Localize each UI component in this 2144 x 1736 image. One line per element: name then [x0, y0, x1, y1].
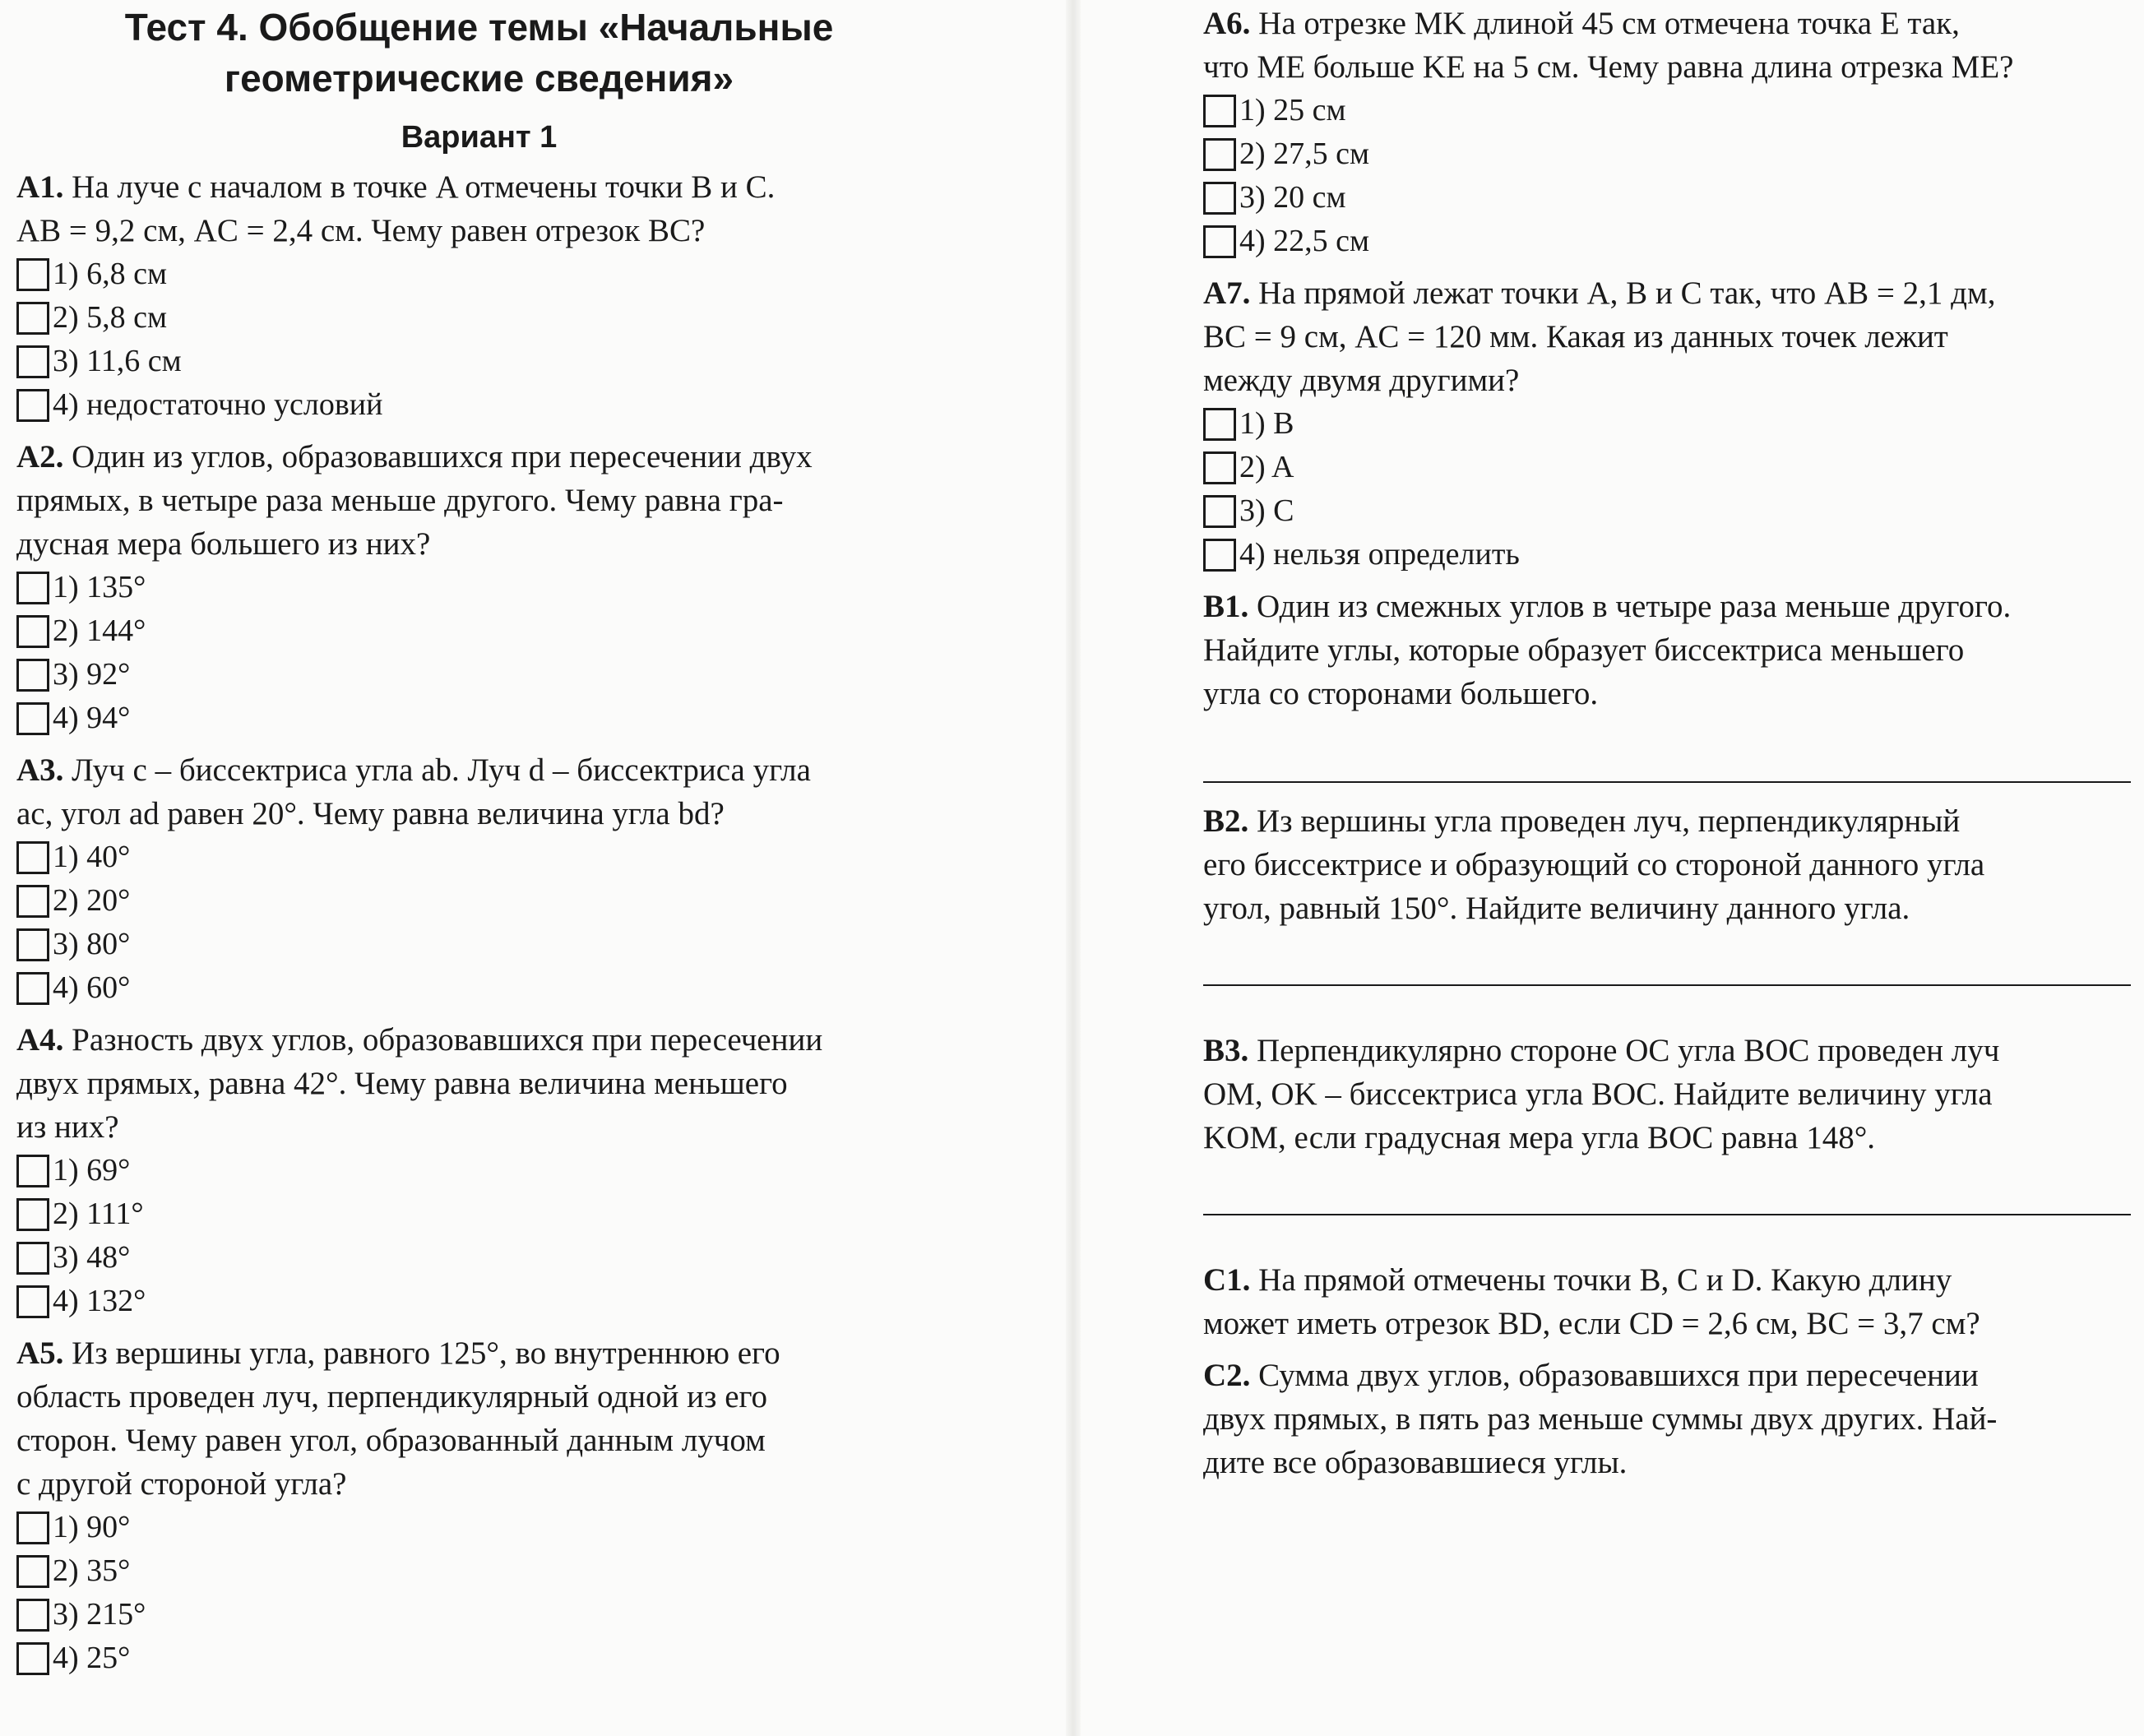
checkbox[interactable]: [16, 1642, 49, 1675]
title-line-2: геометрические сведения»: [224, 57, 734, 100]
question-number: В3.: [1203, 1033, 1249, 1068]
answer-option[interactable]: 2) 111°: [16, 1192, 942, 1236]
answer-option[interactable]: 4) 132°: [16, 1280, 942, 1323]
answer-option[interactable]: 3) 80°: [16, 923, 942, 966]
answer-line[interactable]: [1203, 984, 2131, 986]
answer-option[interactable]: 1) 90°: [16, 1506, 942, 1549]
variant-label: Вариант 1: [401, 120, 558, 155]
checkbox[interactable]: [16, 1599, 49, 1632]
question-number: С2.: [1203, 1358, 1251, 1393]
checkbox[interactable]: [16, 258, 49, 291]
question-b2: В2. Из вершины угла проведен луч, перпендикулярный его биссектрисе и образующий со стороной данного угла угол, равный 150°. Найдите величину данного угла.: [1203, 803, 1985, 926]
checkbox[interactable]: [1203, 138, 1236, 171]
checkbox[interactable]: [16, 928, 49, 961]
answer-option[interactable]: 1) 25 см: [1203, 89, 2131, 132]
question-a3: А3. Луч c – биссектриса угла ab. Луч d – биссектриса угла ac, угол ad равен 20°. Чему равна величина угла bd? 1) 40° 2) 20° 3) 80° 4) 60°: [16, 748, 942, 1010]
answer-option[interactable]: 2) 144°: [16, 609, 942, 653]
answer-option[interactable]: 1) 40°: [16, 836, 942, 879]
question-number: С1.: [1203, 1262, 1251, 1298]
answer-option[interactable]: 3) 20 см: [1203, 176, 2131, 220]
right-column: [1203, 2, 2131, 1484]
question-number: А2.: [16, 439, 64, 475]
checkbox[interactable]: [16, 659, 49, 692]
answer-option[interactable]: 4) 22,5 см: [1203, 220, 2131, 263]
question-text: AB = 9,2 см, AC = 2,4 см. Чему равен отрезок BC?: [16, 213, 706, 248]
checkbox[interactable]: [1203, 451, 1236, 484]
question-b3: В3. Перпендикулярно стороне OC угла BOC проведен луч OM, OK – биссектриса угла BOC. Найдите величину угла KOM, если градусная мера угла BOC равна 148°.: [1203, 1033, 2000, 1155]
checkbox[interactable]: [16, 972, 49, 1005]
answer-option[interactable]: 3) 215°: [16, 1593, 942, 1636]
question-a1: [16, 165, 942, 427]
checkbox[interactable]: [16, 702, 49, 735]
checkbox[interactable]: [16, 615, 49, 648]
answer-line[interactable]: [1203, 1214, 2131, 1215]
question-a7: А7. На прямой лежат точки A, B и C так, что AB = 2,1 дм, BC = 9 см, AC = 120 мм. Какая из данных точек лежит между двумя другими? 1) B 2) A 3) C 4) нельзя определить: [1203, 271, 2131, 576]
answer-option[interactable]: 1) 135°: [16, 566, 942, 609]
checkbox[interactable]: [1203, 408, 1236, 441]
title-line-1: Тест 4. Обобщение темы «Начальные: [124, 6, 834, 49]
answer-option[interactable]: 2) 35°: [16, 1549, 942, 1593]
question-c2: С2. Сумма двух углов, образовавшихся при пересечении двух прямых, в пять раз меньше суммы двух других. Най- дите все образовавшиеся углы.: [1203, 1358, 1998, 1480]
answer-option[interactable]: 2) A: [1203, 446, 2131, 489]
question-c1: С1. На прямой отмечены точки B, C и D. Какую длину может иметь отрезок BD, если CD = 2,6 см, BC = 3,7 см?: [1203, 1262, 1980, 1341]
question-a5: А5. Из вершины угла, равного 125°, во внутреннюю его область проведен луч, перпендикулярный одной из его сторон. Чему равен угол, образованный данным лучом с другой стороной угла? 1) 90° 2) 35° 3) 215° 4) 25°: [16, 1331, 942, 1680]
left-column: [16, 0, 942, 1688]
question-number: А6.: [1203, 6, 1251, 41]
question-number: А7.: [1203, 275, 1251, 311]
question-number: В2.: [1203, 803, 1249, 839]
question-a6: А6. На отрезке MK длиной 45 см отмечена точка E так, что ME больше KE на 5 см. Чему равна длина отрезка ME? 1) 25 см 2) 27,5 см 3) 20 см 4) 22,5 см: [1203, 2, 2131, 263]
checkbox[interactable]: [16, 885, 49, 918]
question-b1: В1. Один из смежных углов в четыре раза меньше другого. Найдите углы, которые образует биссектриса меньшего угла со сторонами большего.: [1203, 589, 2012, 711]
question-text: А1. На луче с началом в точке A отмечены точки B и C.: [16, 169, 776, 205]
checkbox[interactable]: [1203, 225, 1236, 258]
answer-option[interactable]: 3) 11,6 см: [16, 340, 942, 383]
checkbox[interactable]: [16, 302, 49, 335]
answer-option[interactable]: 3) C: [1203, 489, 2131, 533]
checkbox[interactable]: [16, 1285, 49, 1318]
answer-option[interactable]: 1) 69°: [16, 1149, 942, 1192]
answer-option[interactable]: 4) нельзя определить: [1203, 533, 2131, 576]
answer-option[interactable]: 2) 5,8 см: [16, 296, 942, 340]
answer-option[interactable]: 2) 20°: [16, 879, 942, 923]
question-a2: А2. Один из углов, образовавшихся при пересечении двух прямых, в четыре раза меньше другого. Чему равна гра- дусная мера большего из них? 1) 135° 2) 144° 3) 92° 4) 94°: [16, 435, 942, 740]
answer-option[interactable]: 4) 60°: [16, 966, 942, 1010]
checkbox[interactable]: [1203, 539, 1236, 572]
answer-option[interactable]: 1) B: [1203, 402, 2131, 446]
question-number: В1.: [1203, 589, 1249, 624]
question-number: А5.: [16, 1336, 64, 1371]
answer-option[interactable]: 4) 94°: [16, 697, 942, 740]
question-a4: А4. Разность двух углов, образовавшихся при пересечении двух прямых, равна 42°. Чему равна величина меньшего из них? 1) 69° 2) 111° 3) 48° 4) 132°: [16, 1018, 942, 1323]
checkbox[interactable]: [1203, 95, 1236, 127]
test-title: [16, 2, 942, 104]
question-number: А1.: [16, 169, 64, 205]
page-seam: [1066, 0, 1081, 1736]
answer-option[interactable]: 3) 48°: [16, 1236, 942, 1280]
answer-option[interactable]: 2) 27,5 см: [1203, 132, 2131, 176]
question-number: А4.: [16, 1022, 64, 1058]
question-number: А3.: [16, 752, 64, 788]
answer-option[interactable]: 1) 6,8 см: [16, 252, 942, 296]
answer-option[interactable]: 4) 25°: [16, 1636, 942, 1680]
answer-line[interactable]: [1203, 781, 2131, 783]
answer-option[interactable]: 3) 92°: [16, 653, 942, 697]
checkbox[interactable]: [16, 1511, 49, 1544]
checkbox[interactable]: [1203, 495, 1236, 528]
checkbox[interactable]: [16, 389, 49, 422]
checkbox[interactable]: [16, 1555, 49, 1588]
checkbox[interactable]: [1203, 182, 1236, 215]
checkbox[interactable]: [16, 1155, 49, 1187]
checkbox[interactable]: [16, 345, 49, 378]
answer-option[interactable]: 4) недостаточно условий: [16, 383, 942, 427]
checkbox[interactable]: [16, 572, 49, 604]
checkbox[interactable]: [16, 1242, 49, 1275]
checkbox[interactable]: [16, 1198, 49, 1231]
checkbox[interactable]: [16, 841, 49, 874]
